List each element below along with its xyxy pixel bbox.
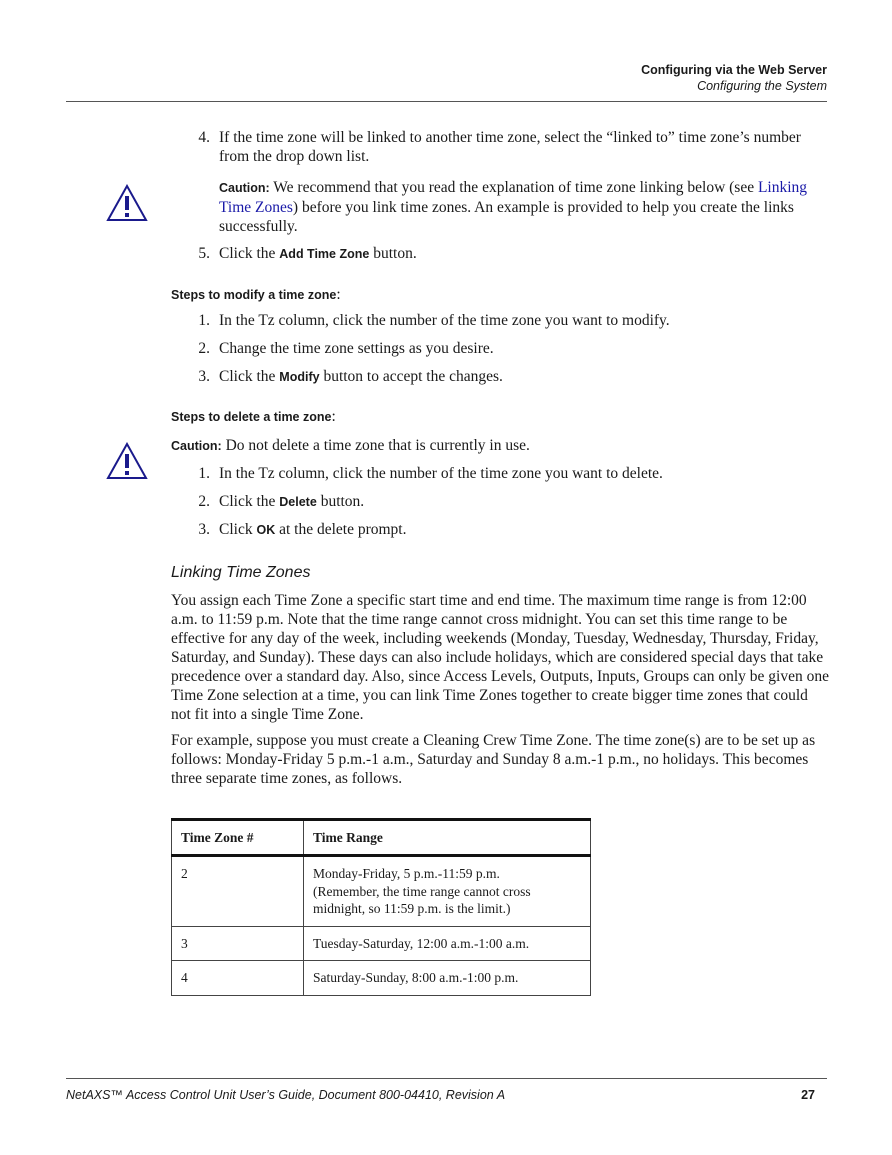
step-text: Click the Delete button. bbox=[219, 493, 365, 510]
ok-keyword: OK bbox=[256, 523, 276, 537]
step-text: Click the Add Time Zone button. bbox=[219, 245, 417, 262]
warning-icon bbox=[106, 442, 148, 480]
column-header: Time Zone # bbox=[172, 820, 304, 856]
caution-text-pre: We recommend that you read the explanation of time zone linking below (see bbox=[269, 179, 758, 196]
step-number: 1. bbox=[198, 465, 210, 482]
table-row bbox=[172, 856, 591, 927]
step-text: Click the Modify button to accept the changes. bbox=[219, 368, 503, 385]
paragraph: For example, suppose you must create a Cleaning Crew Time Zone. The time zone(s) are to be set up as follows: Monday-Friday 5 p.m.-1 a.m., Saturday and Sunday 8 a.m.-1 p.m., no holidays. This becomes three separate time zones, as follows. bbox=[171, 732, 816, 787]
step-text: Click OK at the delete prompt. bbox=[219, 521, 407, 538]
delete-heading: Steps to delete a time zone: bbox=[171, 408, 336, 425]
step-number: 4. bbox=[198, 129, 210, 146]
step-text: If the time zone will be linked to another time zone, select the “linked to” time zone’s number from the drop down list. bbox=[219, 129, 801, 165]
paragraph: You assign each Time Zone a specific start time and end time. The maximum time range is from 12:00 a.m. to 11:59 p.m. Note that the time range cannot cross midnight. You can set this time range to be effective for any day of the week, including weekends (Monday, Tuesday, Wednesday, Thursday, Friday, Saturday, and Sunday). These days can also include holidays, which are considered special days that take precedence over a standard day. Also, since Access Levels, Outputs, Inputs, Groups can only be given one Time Zone selection at a time, you can link Time Zones together to create bigger time zones that could not fit into a single Time Zone. bbox=[171, 592, 829, 723]
step-number: 3. bbox=[198, 368, 210, 385]
time-zone-table bbox=[171, 818, 591, 996]
step-text: In the Tz column, click the number of the time zone you want to modify. bbox=[219, 312, 670, 329]
table-header-row bbox=[172, 820, 591, 856]
step-number: 5. bbox=[198, 245, 210, 262]
add-time-zone-keyword: Add Time Zone bbox=[279, 247, 370, 261]
running-header-subtitle: Configuring the System bbox=[697, 79, 827, 93]
table-cell: Saturday-Sunday, 8:00 a.m.-1:00 p.m. bbox=[304, 961, 591, 996]
step-number: 1. bbox=[198, 312, 210, 329]
column-header: Time Range bbox=[304, 820, 591, 856]
section-heading: Linking Time Zones bbox=[171, 564, 311, 581]
table-cell: Tuesday-Saturday, 12:00 a.m.-1:00 a.m. bbox=[304, 926, 591, 961]
caution-text-post: ) before you link time zones. An example is provided to help you create the links successfully. bbox=[219, 199, 794, 235]
table-row bbox=[172, 961, 591, 996]
table-row bbox=[172, 926, 591, 961]
step-text: Change the time zone settings as you desire. bbox=[219, 340, 494, 357]
warning-icon bbox=[106, 184, 148, 222]
table-cell: 3 bbox=[172, 926, 304, 961]
table-cell: 4 bbox=[172, 961, 304, 996]
caution-label: Caution: bbox=[171, 439, 222, 453]
modify-keyword: Modify bbox=[279, 370, 320, 384]
modify-heading: Steps to modify a time zone: bbox=[171, 286, 341, 303]
linking-time-zones-link[interactable]: Linking Time Zones bbox=[219, 179, 808, 216]
step-number: 2. bbox=[198, 493, 210, 510]
header-rule bbox=[66, 101, 827, 102]
step-number: 3. bbox=[198, 521, 210, 538]
page-number: 27 bbox=[801, 1088, 815, 1102]
running-header-title: Configuring via the Web Server bbox=[641, 63, 827, 77]
step-text: In the Tz column, click the number of the time zone you want to delete. bbox=[219, 465, 663, 482]
table-cell: 2 bbox=[172, 856, 304, 927]
table-cell: Monday-Friday, 5 p.m.-11:59 p.m. (Remember, the time range cannot cross midnight, so 11:59 p.m. is the limit.) bbox=[304, 856, 591, 927]
caution-note: Caution: Do not delete a time zone that is currently in use. bbox=[171, 437, 530, 454]
caution-note bbox=[219, 178, 829, 236]
delete-keyword: Delete bbox=[279, 495, 317, 509]
footer-rule bbox=[66, 1078, 827, 1079]
footer-document-title: NetAXS™ Access Control Unit User’s Guide, Document 800-04410, Revision A bbox=[66, 1088, 506, 1102]
step-number: 2. bbox=[198, 340, 210, 357]
caution-label: Caution: bbox=[219, 181, 270, 195]
